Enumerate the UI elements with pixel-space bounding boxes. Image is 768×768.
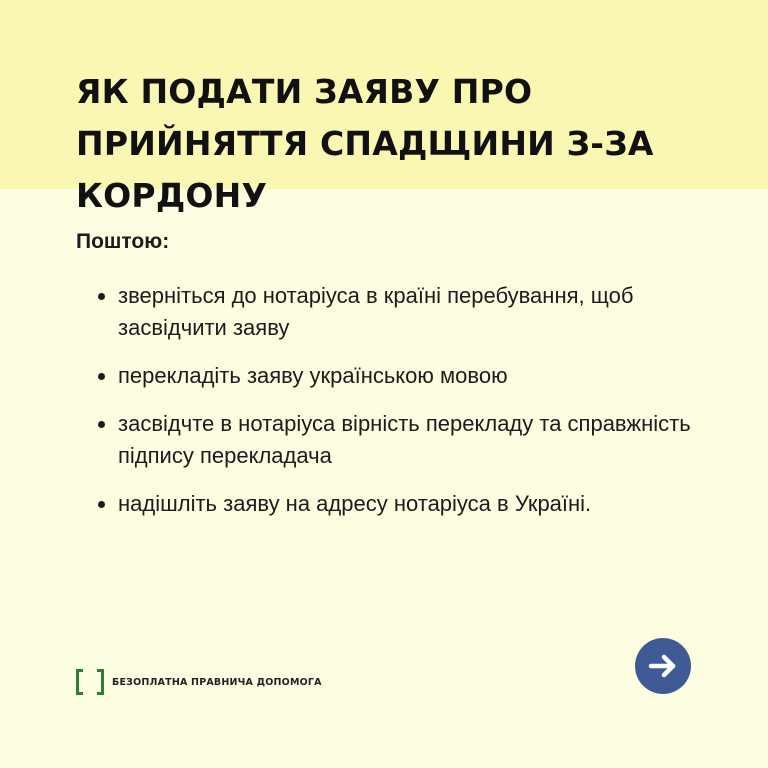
list-item	[96, 280, 716, 344]
section-heading: Поштою:	[76, 230, 170, 253]
page-title: ЯК ПОДАТИ ЗАЯВУ ПРО ПРИЙНЯТТЯ СПАДЩИНИ З-ЗА КОРДОНУ	[76, 72, 654, 215]
organization-logo	[76, 669, 322, 695]
organization-name: БЕЗОПЛАТНА ПРАВНИЧА ДОПОМОГА	[112, 676, 322, 688]
bullet-icon	[98, 421, 105, 428]
list-item	[96, 408, 716, 472]
bullet-icon	[98, 501, 105, 508]
instructions-list	[96, 280, 716, 536]
list-item-text: надішліть заяву на адресу нотаріуса в Україні.	[118, 491, 592, 516]
list-item	[96, 360, 716, 392]
bullet-icon	[98, 293, 105, 300]
list-item	[96, 488, 716, 520]
bracket-logo-icon	[76, 669, 104, 695]
bullet-icon	[98, 373, 105, 380]
list-item-text: засвідчте в нотаріуса вірність перекладу та справжність підпису перекладача	[118, 411, 691, 468]
arrow-right-icon	[646, 649, 680, 683]
list-item-text: перекладіть заяву українською мовою	[118, 363, 508, 388]
list-item-text: зверніться до нотаріуса в країні перебування, щоб засвідчити заяву	[118, 283, 634, 340]
next-button[interactable]	[635, 638, 691, 694]
header-banner	[0, 0, 768, 215]
